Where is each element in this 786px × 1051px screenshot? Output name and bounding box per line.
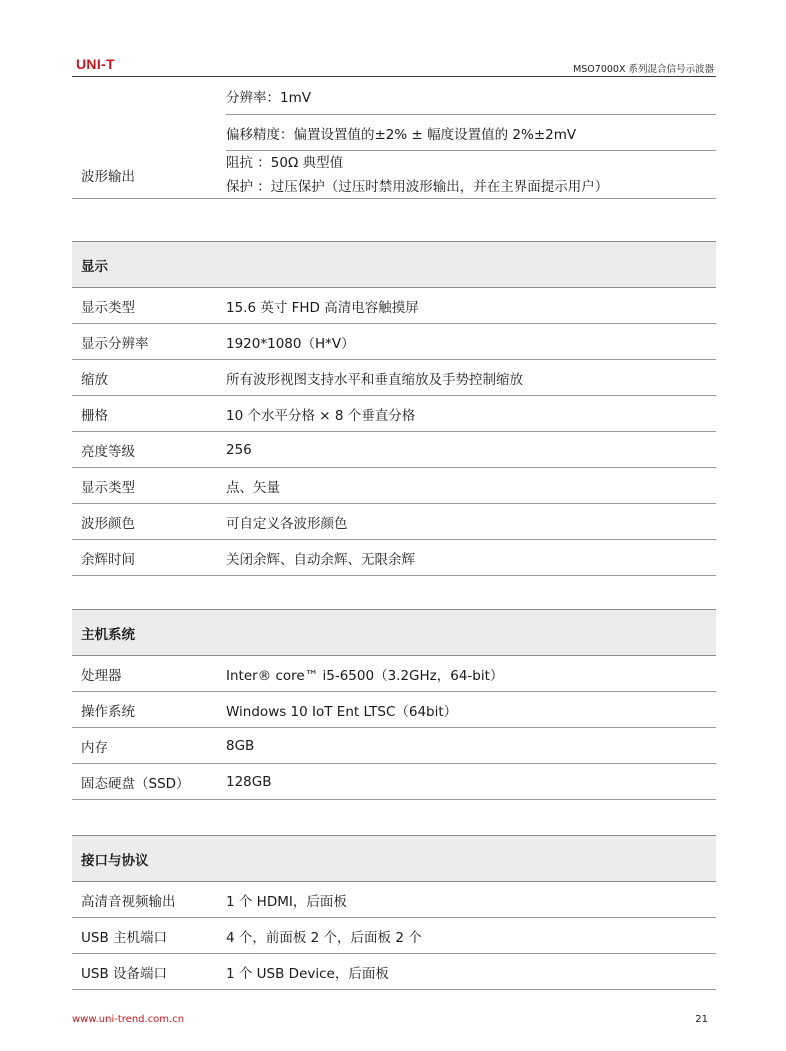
table-row	[72, 918, 716, 954]
spec-value: 256	[226, 441, 252, 458]
spec-key: 操作系统	[81, 703, 135, 720]
spec-key: 处理器	[81, 667, 122, 684]
document-title: MSO7000X 系列混合信号示波器	[573, 64, 714, 75]
spec-key: 余辉时间	[81, 551, 135, 568]
spec-key: 固态硬盘（SSD）	[81, 775, 190, 792]
spec-value: 关闭余辉、自动余辉、无限余辉	[226, 551, 415, 568]
table-row	[72, 692, 716, 728]
page-number: 21	[695, 1014, 708, 1025]
uni-t-logo: UNI-T	[76, 56, 115, 72]
spec-value: 10 个水平分格 × 8 个垂直分格	[226, 407, 416, 424]
table-row	[72, 288, 716, 324]
table-row	[72, 540, 716, 576]
spec-key: 亮度等级	[81, 443, 135, 460]
spec-value: Inter® core™ i5-6500（3.2GHz，64-bit）	[226, 667, 504, 684]
section-title: 主机系统	[72, 609, 716, 656]
display-section	[72, 241, 716, 576]
table-row	[72, 396, 716, 432]
table-row	[72, 468, 716, 504]
spec-key: USB 设备端口	[81, 965, 168, 982]
interfaces-section	[72, 835, 716, 990]
table-row	[72, 324, 716, 360]
footer-website-link[interactable]: www.uni-trend.com.cn	[72, 1014, 185, 1025]
table-row	[72, 764, 716, 800]
table-divider	[72, 198, 716, 199]
table-row	[72, 504, 716, 540]
spec-value: 1 个 HDMI，后面板	[226, 893, 347, 910]
spec-value: 1 个 USB Device，后面板	[226, 965, 389, 982]
section-title: 显示	[72, 241, 716, 288]
spec-key: 栅格	[81, 407, 108, 424]
waveform-output-label: 波形输出	[81, 169, 135, 185]
spec-key: USB 主机端口	[81, 929, 168, 946]
spec-value: 可自定义各波形颜色	[226, 515, 348, 532]
host-system-section	[72, 609, 716, 800]
table-row	[72, 954, 716, 990]
spec-value: 8GB	[226, 737, 255, 754]
table-row	[72, 882, 716, 918]
impedance-line: 阻抗 ：50Ω 典型值	[226, 155, 344, 171]
table-row	[72, 656, 716, 692]
spec-key: 显示分辨率	[81, 335, 149, 352]
table-row	[72, 728, 716, 764]
spec-key: 缩放	[81, 371, 108, 388]
spec-value: Windows 10 IoT Ent LTSC（64bit）	[226, 703, 458, 720]
spec-value: 128GB	[226, 773, 272, 790]
spec-value: 所有波形视图支持水平和垂直缩放及手势控制缩放	[226, 371, 523, 388]
spec-value: 4 个，前面板 2 个，后面板 2 个	[226, 929, 422, 946]
spec-key: 显示类型	[81, 299, 135, 316]
spec-key: 内存	[81, 739, 108, 756]
table-row	[226, 77, 716, 115]
spec-value: 15.6 英寸 FHD 高清电容触摸屏	[226, 299, 419, 316]
protection-line: 保护 ：过压保护（过压时禁用波形输出，并在主界面提示用户）	[226, 179, 609, 195]
spec-key: 波形颜色	[81, 515, 135, 532]
waveform-output-values	[226, 151, 608, 199]
resolution-value: 分辨率：1mV	[226, 89, 311, 106]
table-row	[72, 432, 716, 468]
spec-key: 高清音视频输出	[81, 893, 176, 910]
table-row	[226, 115, 716, 151]
offset-accuracy-value: 偏移精度：偏置设置值的±2% ± 幅度设置值的 2%±2mV	[226, 126, 577, 143]
continuation-table	[72, 77, 716, 199]
spec-value: 点、矢量	[226, 479, 280, 496]
spec-value: 1920*1080（H*V）	[226, 335, 355, 352]
section-title: 接口与协议	[72, 835, 716, 882]
spec-key: 显示类型	[81, 479, 135, 496]
table-row	[72, 360, 716, 396]
